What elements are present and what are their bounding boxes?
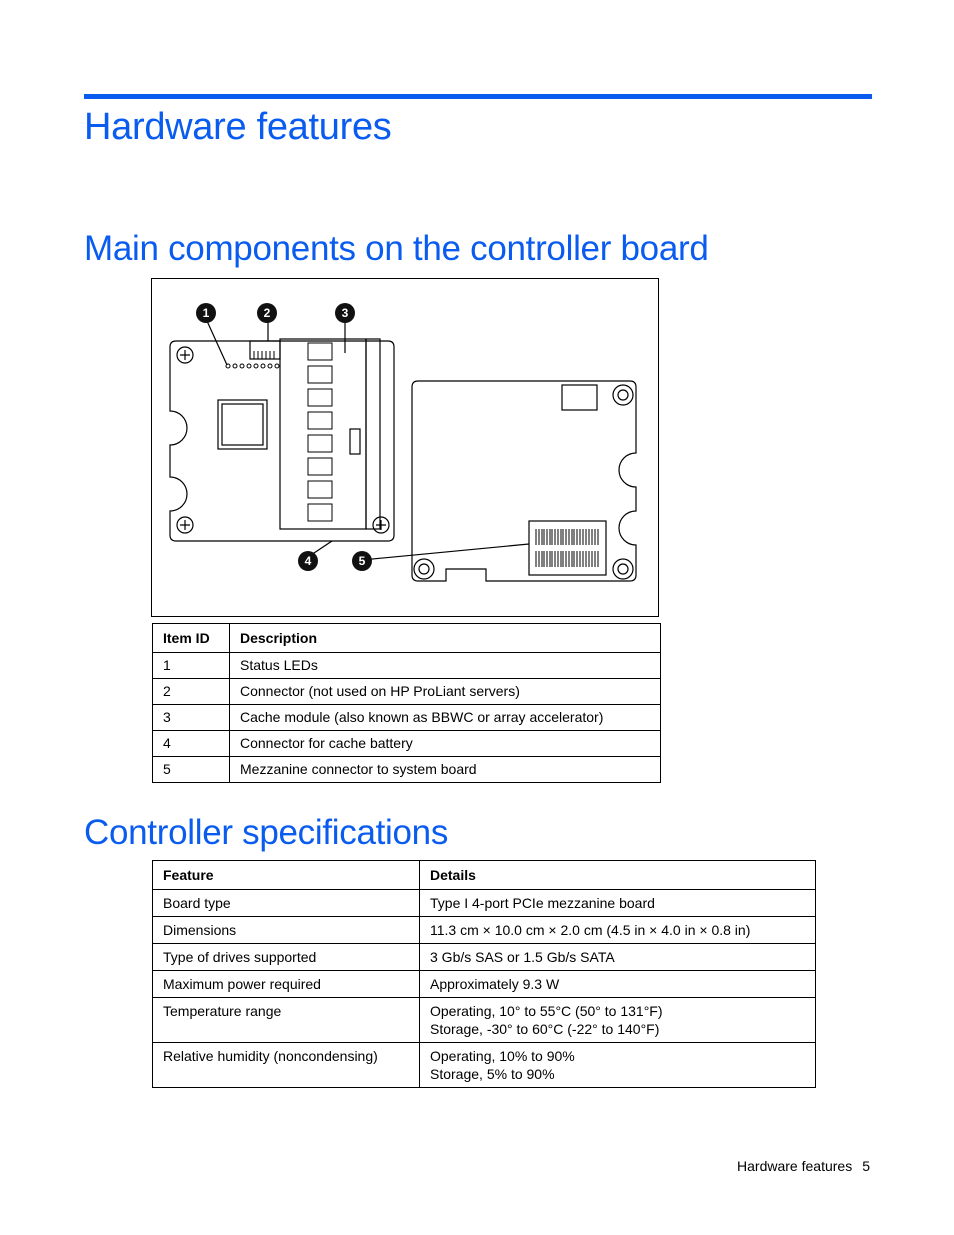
table-row bbox=[153, 971, 816, 998]
details-line: Operating, 10% to 90% bbox=[430, 1048, 575, 1064]
table-row bbox=[153, 653, 661, 679]
details-line: Approximately 9.3 W bbox=[430, 976, 560, 992]
table-row bbox=[153, 998, 816, 1043]
table-row bbox=[153, 944, 816, 971]
table-header-row bbox=[153, 624, 661, 653]
details-line: Operating, 10° to 55°C (50° to 131°F) bbox=[430, 1003, 663, 1019]
item-id-cell: 4 bbox=[153, 731, 230, 757]
callout-3 bbox=[335, 303, 355, 323]
details-line: Type I 4-port PCIe mezzanine board bbox=[430, 895, 655, 911]
item-id-cell: 3 bbox=[153, 705, 230, 731]
feature-cell: Maximum power required bbox=[153, 971, 420, 998]
details-cell bbox=[420, 944, 816, 971]
details-cell bbox=[420, 1043, 816, 1088]
callout-5 bbox=[352, 551, 372, 571]
table-header-row bbox=[153, 861, 816, 890]
components-table bbox=[152, 623, 661, 783]
page-footer bbox=[737, 1158, 870, 1174]
feature-cell: Temperature range bbox=[153, 998, 420, 1043]
details-line: 11.3 cm × 10.0 cm × 2.0 cm (4.5 in × 4.0 in × 0.8 in) bbox=[430, 922, 751, 938]
feature-cell: Board type bbox=[153, 890, 420, 917]
svg-text:4: 4 bbox=[304, 554, 312, 568]
description-cell: Cache module (also known as BBWC or array accelerator) bbox=[230, 705, 661, 731]
page-title: Hardware features bbox=[84, 106, 392, 148]
description-cell: Status LEDs bbox=[230, 653, 661, 679]
controller-board-figure bbox=[151, 278, 659, 617]
description-cell: Connector for cache battery bbox=[230, 731, 661, 757]
svg-text:2: 2 bbox=[263, 306, 271, 320]
board-diagram bbox=[152, 279, 658, 616]
feature-cell: Dimensions bbox=[153, 917, 420, 944]
details-line: 3 Gb/s SAS or 1.5 Gb/s SATA bbox=[430, 949, 615, 965]
column-header-description: Description bbox=[230, 624, 661, 653]
details-line: Storage, -30° to 60°C (-22° to 140°F) bbox=[430, 1021, 660, 1037]
specifications-table bbox=[152, 860, 816, 1088]
table-row bbox=[153, 890, 816, 917]
callout-4 bbox=[298, 551, 318, 571]
callout-2 bbox=[257, 303, 277, 323]
item-id-cell: 2 bbox=[153, 679, 230, 705]
details-cell bbox=[420, 971, 816, 998]
item-id-cell: 1 bbox=[153, 653, 230, 679]
svg-text:1: 1 bbox=[202, 306, 210, 320]
feature-cell: Relative humidity (noncondensing) bbox=[153, 1043, 420, 1088]
table-row bbox=[153, 917, 816, 944]
table-row bbox=[153, 731, 661, 757]
column-header-item-id: Item ID bbox=[153, 624, 230, 653]
svg-text:3: 3 bbox=[341, 306, 349, 320]
details-cell bbox=[420, 890, 816, 917]
svg-text:5: 5 bbox=[358, 554, 366, 568]
details-cell bbox=[420, 998, 816, 1043]
page-number: 5 bbox=[862, 1158, 870, 1174]
table-row bbox=[153, 757, 661, 783]
details-cell bbox=[420, 917, 816, 944]
column-header-feature: Feature bbox=[153, 861, 420, 890]
column-header-details: Details bbox=[420, 861, 816, 890]
description-cell: Connector (not used on HP ProLiant servers) bbox=[230, 679, 661, 705]
table-row bbox=[153, 679, 661, 705]
footer-label: Hardware features bbox=[737, 1158, 853, 1174]
section-heading-components: Main components on the controller board bbox=[84, 229, 709, 268]
callout-1 bbox=[196, 303, 216, 323]
feature-cell: Type of drives supported bbox=[153, 944, 420, 971]
title-rule bbox=[84, 94, 872, 99]
table-row bbox=[153, 1043, 816, 1088]
section-heading-specifications: Controller specifications bbox=[84, 813, 449, 852]
table-row bbox=[153, 705, 661, 731]
details-line: Storage, 5% to 90% bbox=[430, 1066, 555, 1082]
description-cell: Mezzanine connector to system board bbox=[230, 757, 661, 783]
item-id-cell: 5 bbox=[153, 757, 230, 783]
